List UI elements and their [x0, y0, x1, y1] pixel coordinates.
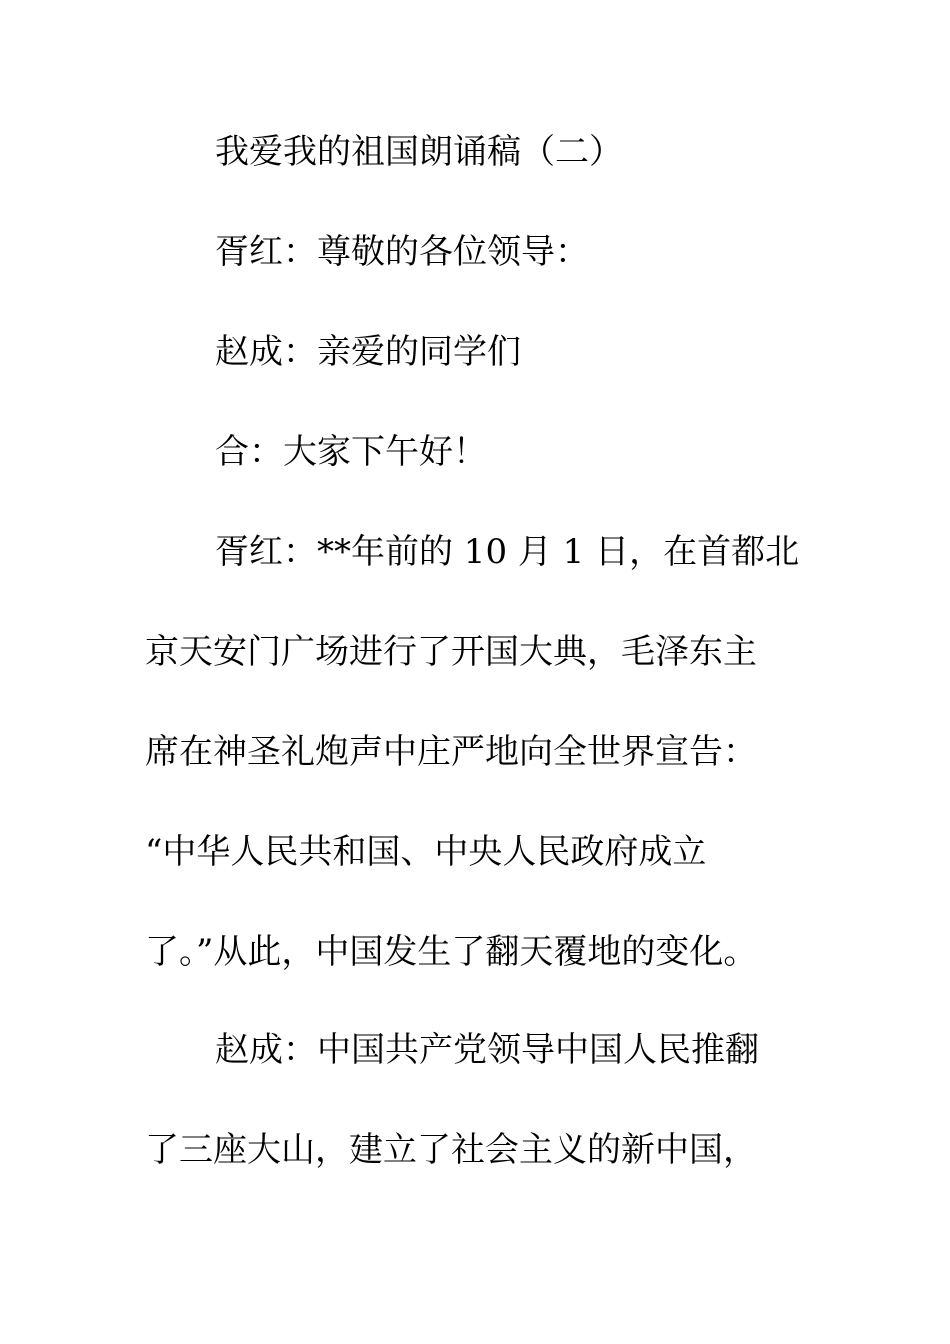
paragraph-xuhong-line-1: 胥红：**年前的 10 月 1 日，在首都北	[215, 532, 800, 572]
paragraph-zhaocheng-line-2: 了三座大山，建立了社会主义的新中国，	[145, 1130, 757, 1170]
paragraph-xuhong-line-2: 京天安门广场进行了开国大典，毛泽东主	[145, 632, 757, 672]
paragraph-zhaocheng-line-1: 赵成：中国共产党领导中国人民推翻	[215, 1030, 759, 1070]
paragraph-xuhong-line-5: 了。”从此，中国发生了翻天覆地的变化。	[145, 932, 758, 972]
speaker-line-xuhong-greeting: 胥红：尊敬的各位领导：	[215, 232, 589, 272]
paragraph-xuhong-line-3: 席在神圣礼炮声中庄严地向全世界宣告：	[145, 732, 757, 772]
speaker-line-zhaocheng-greeting: 赵成：亲爱的同学们	[215, 332, 521, 372]
speaker-line-together: 合：大家下午好！	[215, 432, 487, 472]
paragraph-xuhong-line-4: “中华人民共和国、中央人民政府成立	[145, 832, 707, 872]
document-title: 我爱我的祖国朗诵稿（二）	[215, 132, 623, 172]
